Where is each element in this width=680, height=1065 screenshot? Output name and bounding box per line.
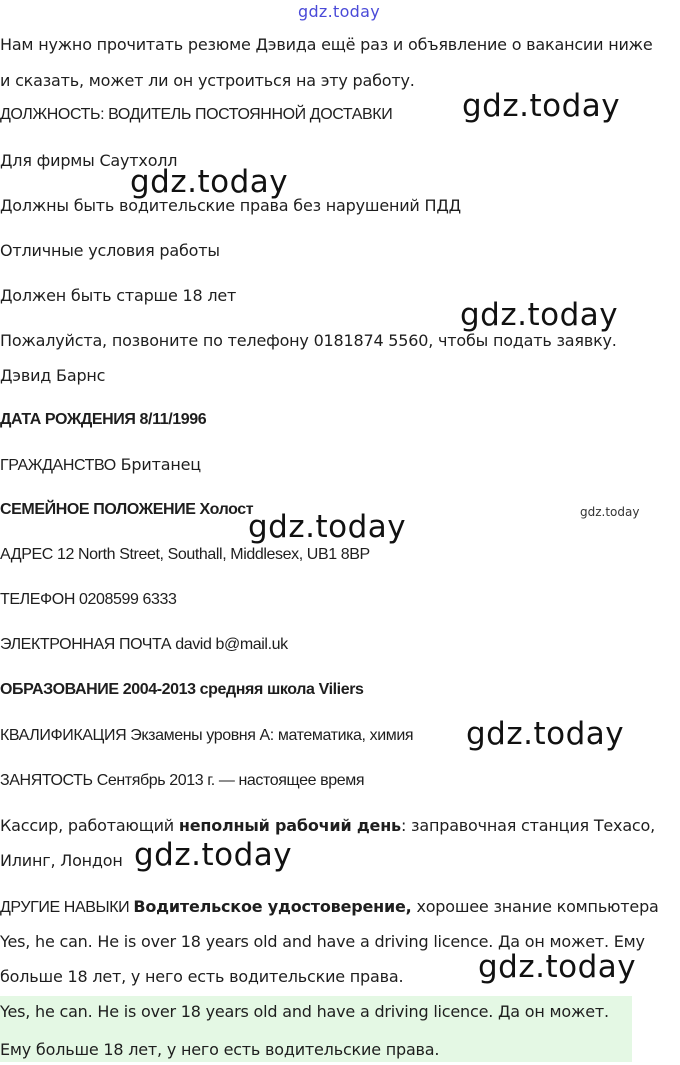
cv-job-bold: неполный рабочий день: [178, 816, 401, 835]
cv-citizenship-value: Британец: [120, 455, 201, 474]
ad-phone: Пожалуйста, позвоните по телефону 0181874 5560, чтобы подать заявку.: [0, 331, 617, 350]
ad-conditions: Отличные условия работы: [0, 241, 220, 260]
cv-qualification: КВАЛИФИКАЦИЯ Экзамены уровня А: математика, химия: [0, 727, 414, 744]
ad-licence: Должны быть водительские права без нарушений ПДД: [0, 196, 461, 215]
cv-skills-bold: Водительское удостоверение,: [133, 897, 412, 916]
cv-job-line-1: [0, 815, 655, 837]
cv-job-line-2: Илинг, Лондон: [0, 851, 123, 870]
highlighted-answer-line-2: Ему больше 18 лет, у него есть водительские права.: [0, 1040, 440, 1059]
cv-citizenship-label: ГРАЖДАНСТВО: [0, 457, 116, 474]
watermark: gdz.today: [462, 88, 621, 124]
watermark-small: gdz.today: [580, 505, 640, 519]
cv-job-post: : заправочная станция Техасо,: [400, 816, 655, 835]
cv-skills-label: ДРУГИЕ НАВЫКИ: [0, 899, 134, 916]
watermark: gdz.today: [460, 297, 619, 333]
watermark: gdz.today: [466, 716, 625, 752]
cv-employment: ЗАНЯТОСТЬ Сентябрь 2013 г. — настоящее время: [0, 772, 365, 789]
watermark: gdz.today: [134, 837, 293, 873]
cv-dob: ДАТА РОЖДЕНИЯ 8/11/1996: [0, 411, 207, 428]
cv-skills-rest: хорошее знание компьютера: [411, 897, 659, 916]
highlighted-answer-line-1: Yes, he can. He is over 18 years old and have a driving licence. Да он может.: [0, 1002, 609, 1021]
cv-phone: ТЕЛЕФОН 0208599 6333: [0, 591, 177, 608]
question-line-2: и сказать, может ли он устроиться на эту работу.: [0, 71, 415, 90]
question-line-1: Нам нужно прочитать резюме Дэвида ещё раз и объявление о вакансии ниже: [0, 35, 653, 54]
ad-age: Должен быть старше 18 лет: [0, 286, 237, 305]
watermark: gdz.today: [478, 949, 637, 985]
cv-address: АДРЕС 12 North Street, Southall, Middlesex, UB1 8BP: [0, 546, 370, 563]
answer-line-2: больше 18 лет, у него есть водительские права.: [0, 967, 404, 986]
cv-citizenship: [0, 454, 201, 477]
cv-skills: [0, 896, 659, 919]
cv-email: ЭЛЕКТРОННАЯ ПОЧТА david b@mail.uk: [0, 636, 288, 653]
watermark-top: gdz.today: [298, 2, 380, 21]
cv-marital: СЕМЕЙНОЕ ПОЛОЖЕНИЕ Холост: [0, 501, 254, 518]
watermark: gdz.today: [248, 509, 407, 545]
cv-job-pre: Кассир, работающий: [0, 816, 179, 835]
cv-education: ОБРАЗОВАНИЕ 2004-2013 средняя школа Viliers: [0, 681, 364, 698]
ad-position: ДОЛЖНОСТЬ: ВОДИТЕЛЬ ПОСТОЯННОЙ ДОСТАВКИ: [0, 106, 393, 123]
ad-firm: Для фирмы Саутхолл: [0, 151, 178, 170]
answer-line-1: Yes, he can. He is over 18 years old and have a driving licence. Да он может. Ему: [0, 932, 645, 951]
watermark: gdz.today: [130, 164, 289, 200]
cv-name: Дэвид Барнс: [0, 366, 106, 385]
